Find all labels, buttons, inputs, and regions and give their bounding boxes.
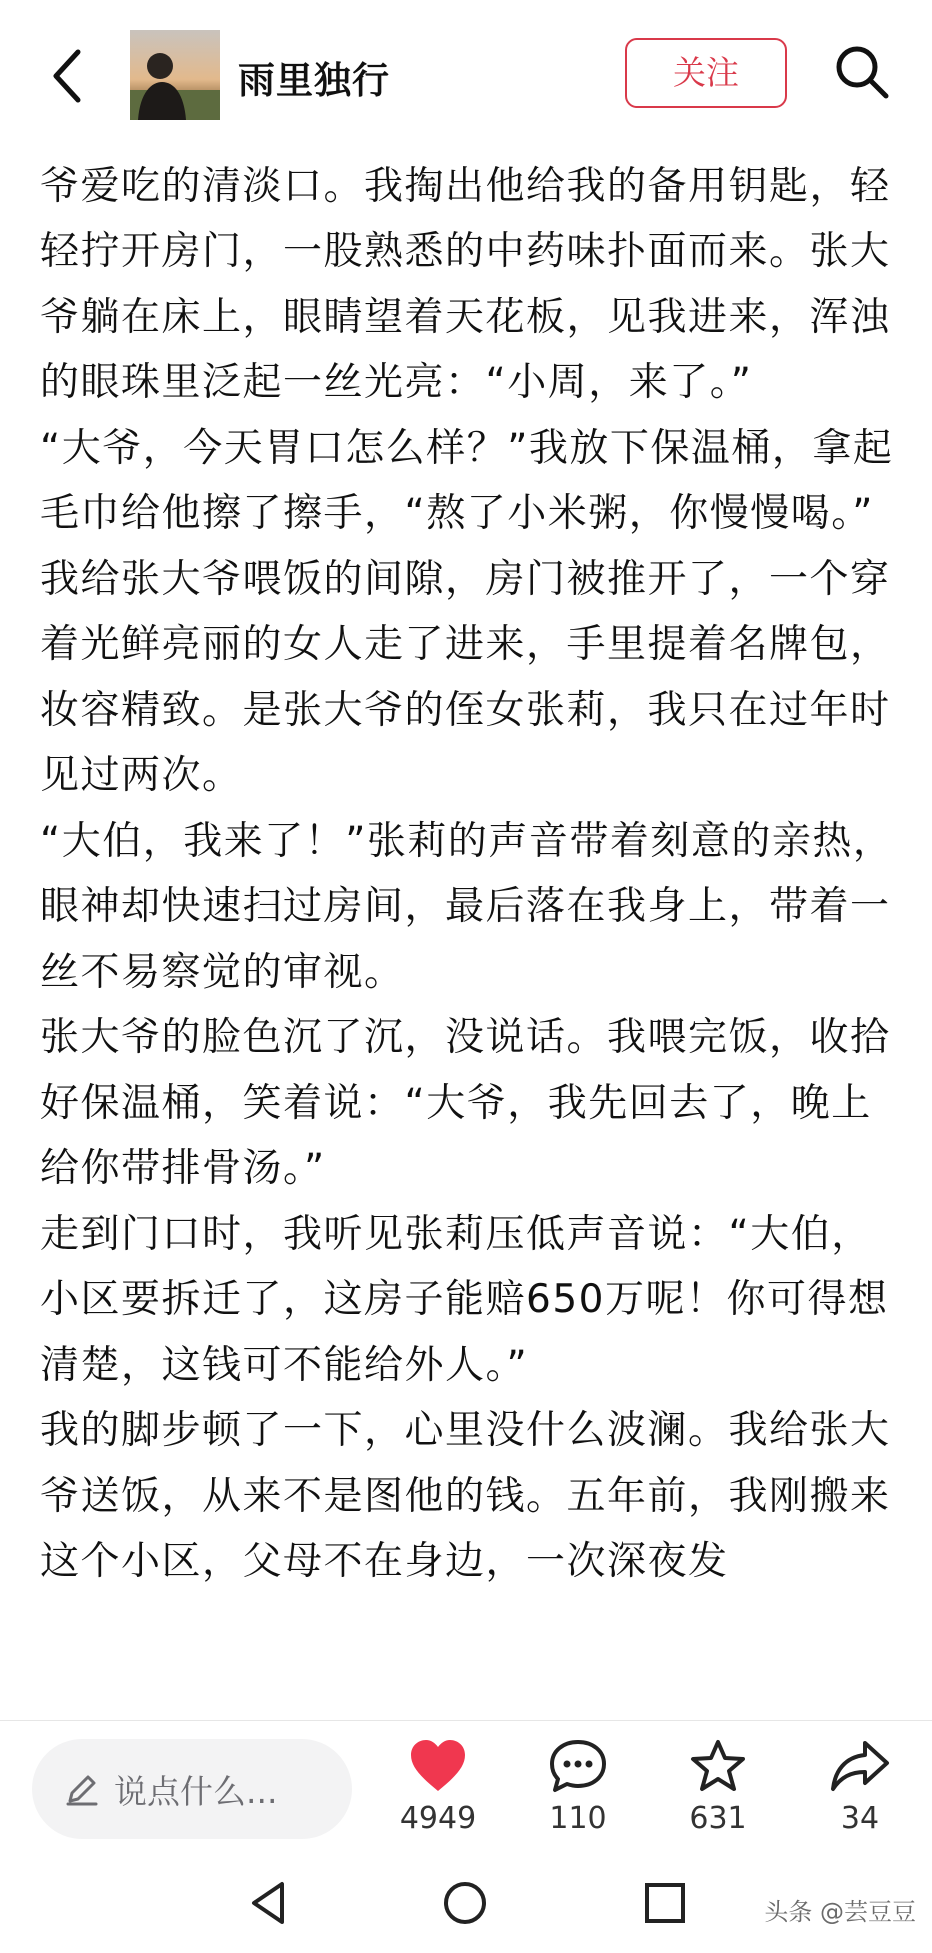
article-paragraph: “大爷，今天胃口怎么样？”我放下保温桶，拿起毛巾给他擦了擦手，“熬了小米粥，你慢慢喝。” — [40, 425, 894, 536]
share-count: 34 — [840, 1801, 880, 1836]
like-count: 4949 — [399, 1801, 477, 1836]
star-icon — [658, 1739, 778, 1793]
article-paragraph: “大伯，我来了！”张莉的声音带着刻意的亲热，眼神却快速扫过房间，最后落在我身上，带着一丝不易察觉的审视。 — [40, 818, 894, 995]
watermark: 头条 @芸豆豆 — [764, 1898, 916, 1926]
top-bar — [0, 0, 932, 150]
heart-icon — [378, 1739, 498, 1793]
follow-button[interactable]: 关注 — [625, 38, 787, 108]
favorite-count: 631 — [689, 1801, 747, 1836]
pen-icon — [64, 1771, 100, 1807]
action-bar — [0, 1720, 932, 1853]
back-icon[interactable] — [44, 46, 94, 106]
favorite-button[interactable] — [658, 1739, 778, 1849]
comment-input[interactable] — [32, 1739, 352, 1839]
nav-back-icon[interactable] — [246, 1880, 292, 1926]
article-paragraph: 张大爷的脸色沉了沉，没说话。我喂完饭，收拾好保温桶，笑着说：“大爷，我先回去了，晚上给你带排骨汤。” — [40, 1015, 891, 1191]
article-body — [40, 128, 900, 1720]
article-paragraph: 爷爱吃的清淡口。我掏出他给我的备用钥匙，轻轻拧开房门，一股熟悉的中药味扑面而来。张大爷躺在床上，眼睛望着天花板，见我进来，浑浊的眼珠里泛起一丝光亮：“小周，来了。” — [40, 163, 891, 405]
nav-home-icon[interactable] — [442, 1880, 488, 1926]
search-icon[interactable] — [830, 40, 894, 104]
article-paragraph: 我给张大爷喂饭的间隙，房门被推开了，一个穿着光鲜亮丽的女人走了进来，手里提着名牌包，妆容精致。是张大爷的侄女张莉，我只在过年时见过两次。 — [40, 556, 891, 798]
author-name[interactable]: 雨里独行 — [238, 59, 390, 102]
comment-button[interactable] — [518, 1739, 638, 1849]
article-paragraph: 走到门口时，我听见张莉压低声音说：“大伯，小区要拆迁了，这房子能赔650万呢！你可得想清楚，这钱可不能给外人。” — [40, 1211, 889, 1388]
comment-count: 110 — [549, 1801, 607, 1836]
nav-recent-icon[interactable] — [642, 1880, 688, 1926]
system-nav-bar — [0, 1852, 932, 1953]
share-button[interactable] — [800, 1739, 920, 1849]
share-icon — [800, 1739, 920, 1793]
comment-icon — [518, 1739, 638, 1793]
comment-placeholder: 说点什么... — [114, 1772, 278, 1811]
avatar[interactable] — [130, 30, 220, 120]
like-button[interactable] — [378, 1739, 498, 1849]
article-paragraph: 我的脚步顿了一下，心里没什么波澜。我给张大爷送饭，从来不是图他的钱。五年前，我刚搬来这个小区，父母不在身边，一次深夜发 — [40, 1408, 891, 1584]
